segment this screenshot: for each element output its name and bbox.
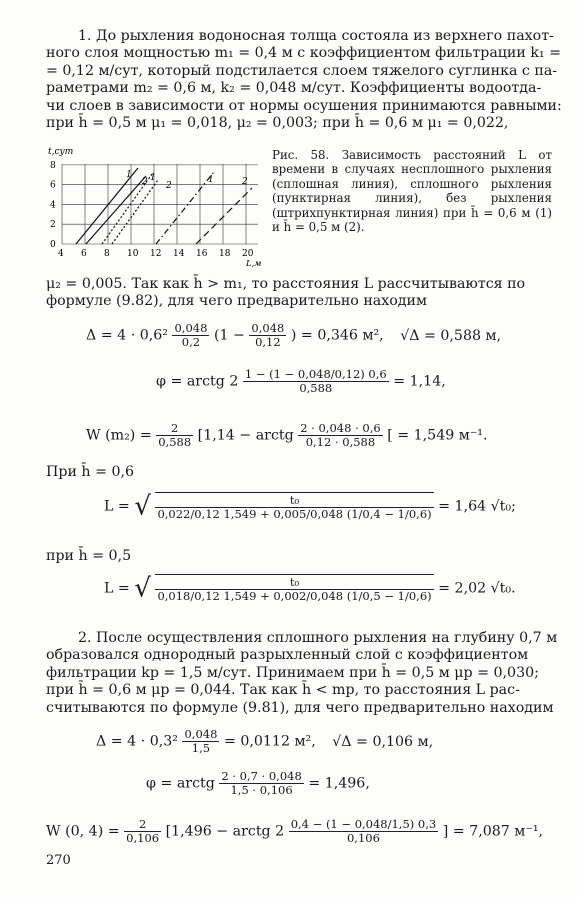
curve-label: 2 (142, 177, 148, 187)
p1-line-5: чи слоев в зависимости от нормы осушения принимаются равными: (46, 97, 562, 114)
paragraph-2 (46, 276, 546, 311)
x-tick-label: 6 (81, 249, 87, 259)
equation-w-04: W (0, 4) = $\frac{2}{0,106}$ [1,496 − arctg 2 $\frac{0,4 - (1 - 0,048/1,5) 0,3}{0,106}$ ] = 7,087 м⁻¹, (46, 817, 544, 845)
case-h-05: при h̄ = 0,5 (46, 548, 132, 564)
y-tick-label: 6 (50, 180, 56, 191)
p1-line-1: 1. До рыхления водоносная толща состояла из верхнего пахот- (78, 28, 554, 44)
page-number: 270 (46, 853, 71, 868)
y-tick-label: 8 (50, 160, 56, 171)
p3-line-5: считываются по формуле (9.81), для чего предварительно находим (46, 699, 554, 716)
p2-line-1: μ₂ = 0,005. Так как h̄ > m₁, то расстояния L рассчитываются по (46, 276, 526, 292)
p3-line-3: фильтрации kр = 1,5 м/сут. Принимаем при h̄ = 0,5 м μр = 0,030; (46, 664, 539, 681)
curve-label: 1 (150, 173, 156, 183)
curve-solid-2 (86, 176, 146, 244)
curve-label: 2 (242, 177, 248, 187)
equation-delta-2: Δ = 4 · 0,3² $\frac{0,048}{1,5}$ = 0,0112 м², √Δ = 0,106 м, (96, 727, 434, 755)
x-tick-label: 16 (196, 249, 208, 259)
p1-line-4: раметрами m₂ = 0,6 м, k₂ = 0,048 м/сут. Коэффициенты водоотда- (46, 80, 542, 97)
curve-dotted-2 (112, 180, 158, 244)
x-tick-label: 20 (242, 249, 254, 259)
x-tick-label: 10 (127, 249, 139, 259)
p2-line-2: формуле (9.82), для чего предварительно находим (46, 293, 428, 310)
curve-label: 2 (166, 181, 172, 191)
curve-dashed-2 (196, 188, 252, 244)
x-tick-label: 8 (104, 249, 110, 259)
equation-delta-1: Δ = 4 · 0,6² $\frac{0,048}{0,2}$ (1 − $\frac{0,048}{0,12}$ ) = 0,346 м², √Δ = 0,588 м, (86, 321, 502, 349)
case-h-06: При h̄ = 0,6 (46, 464, 135, 480)
equation-phi-1: φ = arctg 2 $\frac{1 - (1 - 0,048/0,12) 0,6}{0,588}$ = 1,14, (156, 367, 446, 395)
p3-line-2: образовался однородный разрыхленный слой с коэффициентом (46, 647, 529, 664)
curve-dashdot-1 (156, 172, 214, 244)
y-tick-label: 4 (50, 200, 56, 211)
equation-phi-2: φ = arctg $\frac{2 \cdot 0,7 \cdot 0,048}{1,5 \cdot 0,106}$ = 1,496, (146, 769, 370, 797)
equation-w-m2: W (m₂) = $\frac{2}{0,588}$ [1,14 − arctg $\frac{2 \cdot 0,048 \cdot 0,6}{0,12 \cdot 0,588}$ [ = 1,549 м⁻¹. (86, 421, 488, 449)
x-tick-label: 12 (150, 249, 162, 259)
p3-line-1: 2. После осуществления сплошного рыхления на глубину 0,7 м (78, 630, 558, 646)
x-tick-label: 14 (173, 249, 185, 259)
p1-line-3: = 0,12 м/сут, который подстилается слоем тяжелого суглинка с па- (46, 62, 558, 79)
curve-label: 1 (208, 175, 214, 185)
x-tick-label: 18 (219, 249, 231, 259)
figure-58-plot (46, 144, 266, 268)
page-content (46, 28, 562, 845)
p1-line-2: ного слоя мощностью m₁ = 0,4 м с коэффициентом фильтрации k₁ = (46, 45, 562, 62)
y-tick-label: 0 (50, 240, 56, 250)
y-axis-label: t,сут (48, 147, 74, 157)
curve-label: 1 (126, 170, 132, 180)
x-axis-label: L,м (246, 259, 262, 268)
x-tick-label: 4 (58, 249, 64, 259)
y-tick-label: 2 (50, 220, 56, 231)
paragraph-3 (46, 630, 558, 717)
paragraph-1 (46, 28, 562, 132)
figure-caption: Рис. 58. Зависимость расстояний L от времени в случаях несплошного рыхления (сплошная линия), сплошного рыхления (пунктирная линия), без рыхления (штрихпунктирная линия) при h̄ = 0,6 м (1) и h̄ = 0,5 м (2). (272, 148, 552, 235)
equation-l-05: L = √ $\frac{\text{t₀}}{0,018/0,12 1,549 + 0,002/0,048 (1/0,5 - 1/0,6)}$ = 2,02 √t₀. (104, 573, 516, 604)
equation-l-06: L = √ $\frac{\text{t₀}}{0,022/0,12 1,549 + 0,005/0,048 (1/0,4 - 1/0,6)}$ = 1,64 √t₀; (104, 491, 516, 522)
p3-line-4: при h̄ = 0,6 м μр = 0,044. Так как h̄ < mр, то расстояния L рас- (46, 682, 520, 699)
figure-58 (46, 144, 266, 268)
p1-line-6: при h̄ = 0,5 м μ₁ = 0,018, μ₂ = 0,003; при h̄ = 0,6 м μ₁ = 0,022, (46, 115, 509, 132)
